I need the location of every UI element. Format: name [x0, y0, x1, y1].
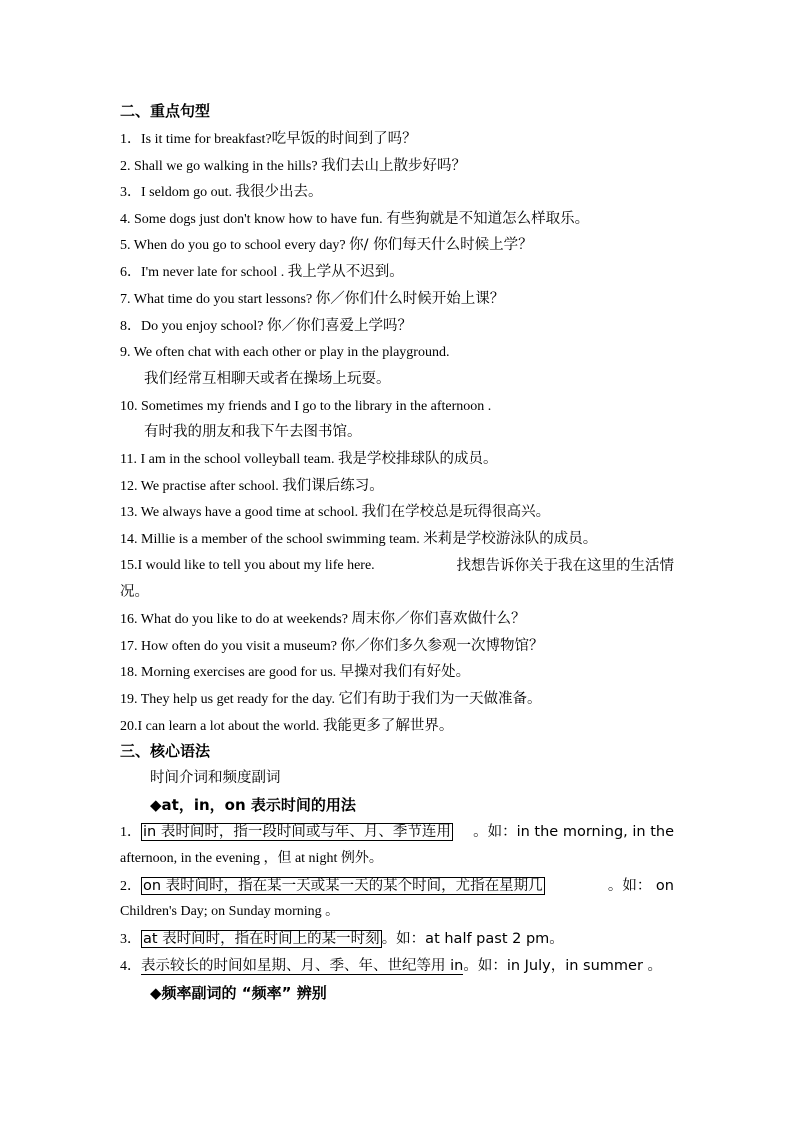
- section-heading-core-grammar: 三、核心语法: [120, 742, 211, 760]
- sentence-9: [120, 343, 449, 362]
- sentence-zh: 有些狗就是不知道怎么样取乐。: [386, 211, 590, 227]
- sentence-en: 16. What do you like to do at weekends?: [120, 612, 352, 627]
- grammar-rule-4: [120, 957, 662, 976]
- sentence-13: [120, 503, 550, 522]
- sentence-en: 12. We practise after school.: [120, 479, 283, 494]
- sentence-en: 8．Do you enjoy school?: [120, 319, 267, 334]
- sentence-16: [120, 610, 525, 629]
- sentence-en: 5. When do you go to school every day?: [120, 238, 350, 253]
- sentence-zh: 我们课后练习。: [282, 478, 384, 494]
- sentence-zh: 我能更多了解世界。: [322, 718, 454, 734]
- rule-2-boxed-text: on 表时间时，指在某一天或某一天的某个时间，尤指在星期几: [143, 878, 543, 894]
- sentence-en: 2. Shall we go walking in the hills?: [120, 159, 322, 174]
- rule-number: 1．: [120, 825, 141, 840]
- rule-2-example: 。如： on: [607, 878, 674, 894]
- sentence-zh: 你/ 你们每天什么时候上学？: [349, 237, 533, 253]
- rule-1-example: 。如：in the morning, in the: [473, 824, 674, 840]
- sentence-zh: 米莉是学校游泳队的成员。: [423, 531, 598, 547]
- sentence-15-continued: [120, 583, 149, 602]
- sentence-zh: 吃早饭的时间到了吗？: [271, 131, 417, 147]
- sentence-en: 4. Some dogs just don't know how to have fun.: [120, 212, 387, 227]
- grammar-topic-time-prepositions: ◆at，in，on 表示时间的用法: [150, 796, 356, 814]
- sentence-en: 7. What time do you start lessons?: [120, 292, 316, 307]
- sentence-20: [120, 717, 453, 736]
- sentence-zh: 它们有助于我们为一天做准备。: [338, 691, 542, 707]
- grammar-rule-1: [120, 823, 674, 842]
- sentence-3: [120, 183, 323, 202]
- sentence-zh: 周末你／你们喜欢做什么？: [351, 611, 526, 627]
- sentence-11: [120, 450, 497, 469]
- sentence-en: 11. I am in the school volleyball team.: [120, 452, 338, 467]
- sentence-zh: 我们去山上散步好吗？: [321, 158, 467, 174]
- sentence-zh: 我是学校排球队的成员。: [337, 451, 498, 467]
- sentence-4: [120, 210, 589, 229]
- sentence-en: 15.I would like to tell you about my life here.: [120, 558, 375, 573]
- sentence-en: 9. We often chat with each other or play in the playground.: [120, 345, 450, 360]
- sentence-zh: 找想告诉你关于我在这里的生活情: [456, 558, 674, 574]
- sentence-zh: 早操对我们有好处。: [339, 664, 471, 680]
- section-heading-key-sentences: 二、重点句型: [120, 102, 211, 120]
- sentence-en: 17. How often do you visit a museum?: [120, 639, 341, 654]
- sentence-10: [120, 397, 491, 416]
- rule-2-main: [120, 877, 545, 896]
- sentence-zh: 你／你们什么时候开始上课？: [315, 291, 505, 307]
- sentence-6: [120, 263, 404, 282]
- sentence-en: 14. Millie is a member of the school swimming team.: [120, 532, 424, 547]
- sentence-en: 19. They help us get ready for the day.: [120, 692, 339, 707]
- sentence-en: 1．Is it time for breakfast?: [120, 132, 272, 147]
- grammar-topic-frequency-adverbs: ◆频率副词的 “频率” 辨别: [150, 984, 327, 1002]
- sentence-18: [120, 663, 470, 682]
- sentence-en: 20.I can learn a lot about the world.: [120, 719, 323, 734]
- sentence-en: 10. Sometimes my friends and I go to the library in the afternoon .: [120, 399, 492, 414]
- sentence-zh: 有时我的朋友和我下午去图书馆。: [144, 424, 362, 440]
- grammar-rule-1-continued: afternoon, in the evening ，但 at night 例外。: [120, 851, 383, 866]
- sentence-2: [120, 157, 466, 176]
- sentence-zh: 你／你们多久参观一次博物馆？: [340, 638, 544, 654]
- grammar-subheading: 时间介词和频度副词: [150, 770, 281, 786]
- sentence-14: [120, 530, 597, 549]
- rule-number: 3．: [120, 932, 141, 947]
- sentence-1: [120, 130, 417, 149]
- rule-4-underlined-text: 表示较长的时间如星期、月、季、年、世纪等用 in: [141, 958, 464, 974]
- sentence-19: [120, 690, 542, 709]
- grammar-rule-2: [120, 877, 674, 896]
- sentence-9-translation: [144, 370, 391, 389]
- rule-number: 4．: [120, 959, 141, 974]
- sentence-15: [120, 557, 674, 575]
- rule-3-example: 。如：at half past 2 pm。: [381, 931, 564, 947]
- sentence-5: [120, 236, 533, 255]
- rule-4-example: 。如：in July，in summer 。: [463, 958, 663, 974]
- sentence-en: 3．I seldom go out.: [120, 185, 236, 200]
- rule-number: 2．: [120, 879, 141, 894]
- sentence-en: 18. Morning exercises are good for us.: [120, 665, 340, 680]
- sentence-en: 13. We always have a good time at school.: [120, 505, 362, 520]
- sentence-zh: 我上学从不迟到。: [287, 264, 404, 280]
- grammar-rule-2-continued: Children's Day; on Sunday morning 。: [120, 904, 340, 919]
- sentence-zh: 我很少出去。: [235, 184, 323, 200]
- sentence-8: [120, 317, 412, 336]
- grammar-rule-3: [120, 930, 564, 949]
- sentence-en: 6．I'm never late for school .: [120, 265, 288, 280]
- sentence-17: [120, 637, 543, 656]
- sentence-zh: 你／你们喜爱上学吗？: [266, 318, 412, 334]
- sentence-zh: 况。: [120, 584, 149, 600]
- sentence-7: [120, 290, 504, 309]
- rule-3-boxed-text: at 表时间时，指在时间上的某一时刻: [143, 931, 380, 947]
- rule-1-boxed-text: in 表时间时，指一段时间或与年、月、季节连用: [143, 824, 451, 840]
- sentence-zh: 我们在学校总是玩得很高兴。: [361, 504, 551, 520]
- sentence-10-translation: [144, 423, 362, 442]
- rule-1-main: [120, 823, 453, 842]
- sentence-12: [120, 477, 384, 496]
- sentence-zh: 我们经常互相聊天或者在操场上玩耍。: [144, 371, 391, 387]
